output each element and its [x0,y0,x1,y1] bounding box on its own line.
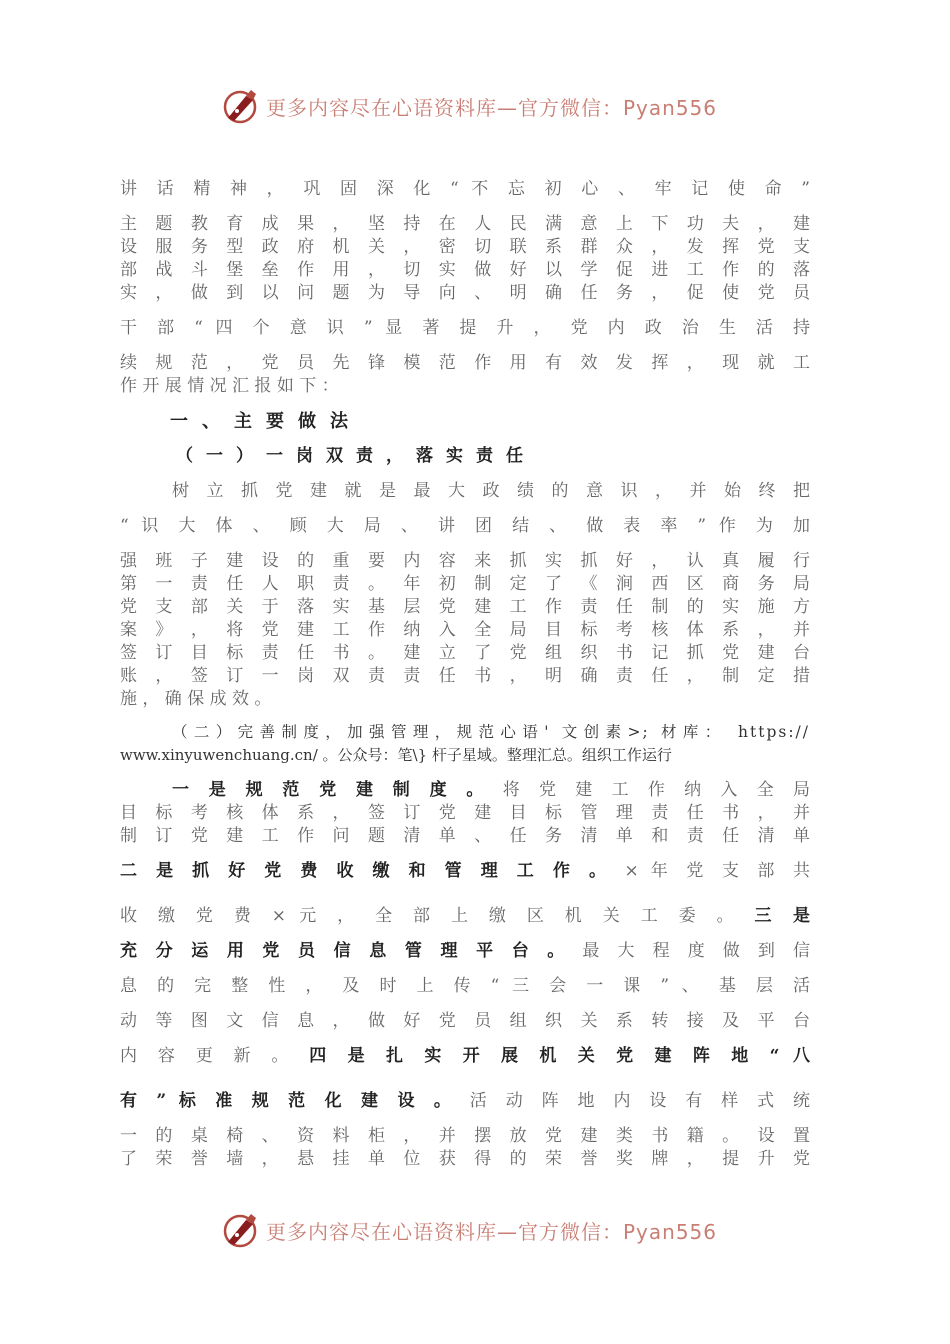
paragraph-line: 部 战 斗 堡 垒 作 用 ， 切 实 做 好 以 学 促 进 工 作 的 落 [120,260,810,280]
paragraph-line: 息 的 完 整 性 ， 及 时 上 传 “ 三 会 一 课 ” 、 基 层 活 [120,976,810,996]
line-rest: 将 党 建 工 作 纳 入 全 局 [502,780,810,800]
paragraph-line [120,940,810,963]
pen-nib-logo-icon [220,1210,260,1250]
bold-lead: 二 是 抓 好 党 费 收 缴 和 管 理 工 作 。 [120,861,613,881]
bold-lead: 一 是 规 范 党 建 制 度 。 [172,780,491,800]
footer-watermark-banner [220,1208,740,1252]
bold-lead: 四 是 扎 实 开 展 机 关 党 建 阵 地 “ 八 [309,1046,810,1066]
paragraph-line: 树 立 抓 党 建 就 是 最 大 政 绩 的 意 识 ， 并 始 终 把 [172,481,810,501]
header-watermark-banner [220,84,740,128]
paragraph-line: 强 班 子 建 设 的 重 要 内 容 来 抓 实 抓 好 ， 认 真 履 行 [120,551,810,571]
bold-lead: 三 是 [754,906,810,926]
paragraph-line: 作 开 展 情 况 汇 报 如 下 ： [120,376,339,396]
paragraph-line: 账 ， 签 订 一 岗 双 责 责 任 书 ， 明 确 责 任 ， 制 定 措 [120,666,810,686]
subsection-heading: （一）一岗双责，落实责任 [176,446,536,466]
line-rest: 内 容 更 新 。 [120,1046,297,1066]
section-heading: 一、主要做法 [170,411,362,432]
paragraph-line: www.xinyuwenchuang.cn/ 。公众号：笔\} 杆子星域。整理汇总。组织工作运行 [120,746,672,764]
paragraph-line [120,1090,810,1113]
paragraph-line [120,779,810,802]
document-body [120,178,810,1171]
watermark-text: 更多内容尽在心语资料库—官方微信：Pyan556 [266,1219,718,1244]
paragraph-line: 续 规 范 ， 党 员 先 锋 模 范 作 用 有 效 发 挥 ， 现 就 工 [120,353,810,373]
paragraph-line: 一 的 桌 椅 、 资 料 柜 ， 并 摆 放 党 建 类 书 籍 。 设 置 [120,1126,810,1146]
watermark-text: 更多内容尽在心语资料库—官方微信：Pyan556 [266,95,718,120]
paragraph-line: 讲 话 精 神 ， 巩 固 深 化 “ 不 忘 初 心 、 牢 记 使 命 ” [120,179,810,199]
pen-nib-logo-icon [220,86,260,126]
paragraph-line [120,905,810,928]
paragraph-line: 施 ， 确 保 成 效 。 [120,689,272,709]
paragraph-line: 设 服 务 型 政 府 机 关 ， 密 切 联 系 群 众 ， 发 挥 党 支 [120,237,810,257]
paragraph-line: 目 标 考 核 体 系 ， 签 订 党 建 目 标 管 理 责 任 书 ， 并 [120,803,810,823]
paragraph-line [120,860,810,883]
paragraph-line: 制 订 党 建 工 作 问 题 清 单 、 任 务 清 单 和 责 任 清 单 [120,826,810,846]
line-rest: 最 大 程 度 做 到 信 [582,941,810,961]
paragraph-line [120,1045,810,1068]
paragraph-line: 主 题 教 育 成 果 ， 坚 持 在 人 民 满 意 上 下 功 夫 ， 建 [120,214,810,234]
paragraph-line: 案 》 ， 将 党 建 工 作 纳 入 全 局 目 标 考 核 体 系 ， 并 [120,620,810,640]
paragraph-line: 了 荣 誉 墙 ， 悬 挂 单 位 获 得 的 荣 誉 奖 牌 ， 提 升 党 [120,1149,810,1169]
line-rest: × 年 党 支 部 共 [624,861,810,881]
paragraph-line: 第 一 责 任 人 职 责 。 年 初 制 定 了 《 涧 西 区 商 务 局 [120,574,810,594]
paragraph-line: 签 订 目 标 责 任 书 。 建 立 了 党 组 织 书 记 抓 党 建 台 [120,643,810,663]
paragraph-line: 干 部 “ 四 个 意 识 ” 显 著 提 升 ， 党 内 政 治 生 活 持 [120,318,810,338]
paragraph-line: 实 ， 做 到 以 问 题 为 导 向 、 明 确 任 务 ， 促 使 党 员 [120,283,810,303]
bold-lead: 有 ” 标 准 规 范 化 建 设 。 [120,1091,458,1111]
line-rest: 收 缴 党 费 × 元 ， 全 部 上 缴 区 机 关 工 委 。 [120,906,742,926]
line-rest: 活 动 阵 地 内 设 有 样 式 统 [469,1091,810,1111]
paragraph-line: 动 等 图 文 信 息 ， 做 好 党 员 组 织 关 系 转 接 及 平 台 [120,1011,810,1031]
paragraph-line: “ 识 大 体 、 顾 大 局 、 讲 团 结 、 做 表 率 ” 作 为 加 [120,516,810,536]
paragraph-line: 党 支 部 关 于 落 实 基 层 党 建 工 作 责 任 制 的 实 施 方 [120,597,810,617]
bold-lead: 充 分 运 用 党 员 信 息 管 理 平 台 。 [120,941,571,961]
paragraph-line: （二）完善制度，加强管理，规范心语' 文创素>; 材库： https:// [172,723,810,741]
